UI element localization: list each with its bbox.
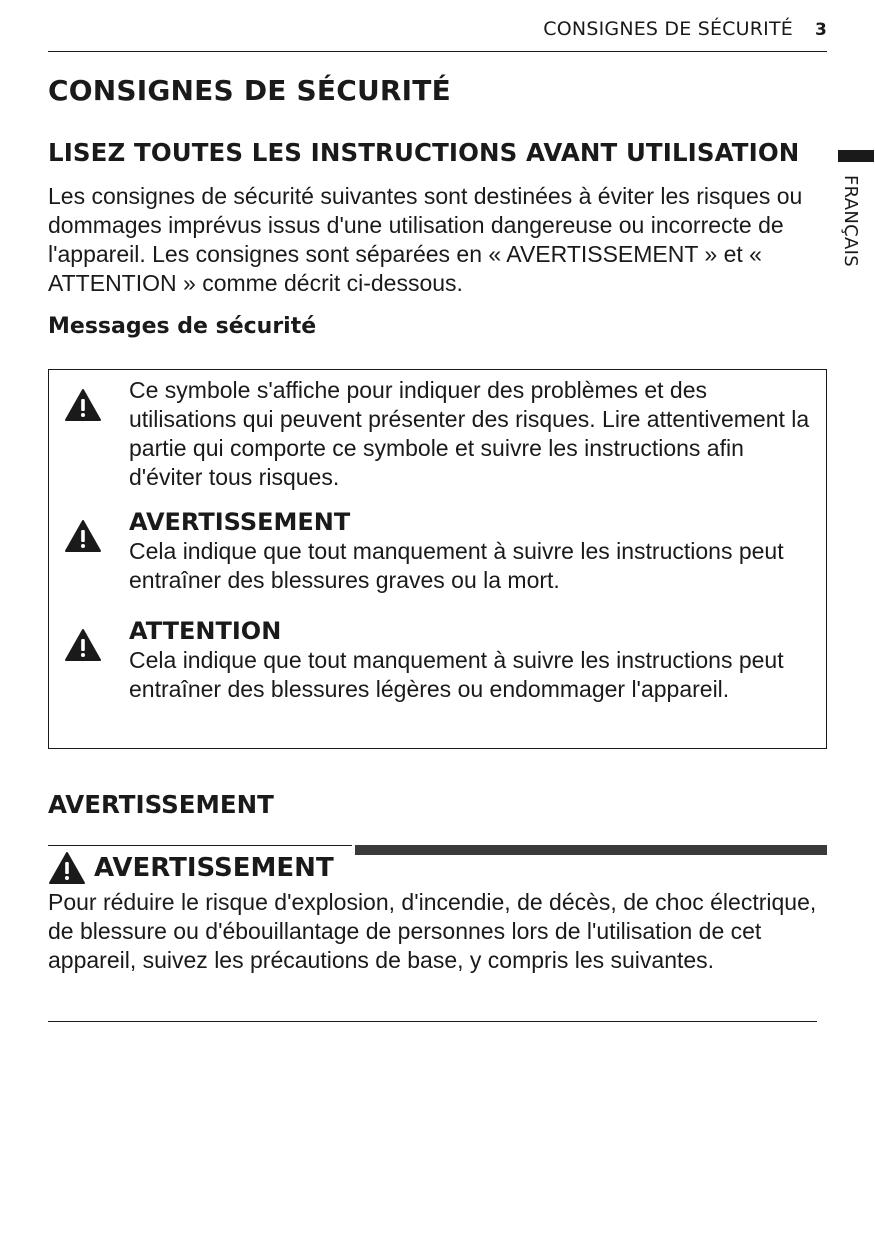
safety-message-text: Ce symbole s'affiche pour indiquer des problèmes et des utilisations qui peuvent présenter des risques. Lire attentivement la partie qui comporte ce symbole et suivre les instructions afin d'éviter tous risques. (129, 377, 810, 490)
safety-message-content (129, 507, 819, 595)
warning-rule-thick (355, 845, 827, 855)
warning-section-heading: AVERTISSEMENT (48, 790, 274, 819)
safety-message-text: Cela indique que tout manquement à suivre les instructions peut entraîner des blessures légères ou endommager l'appareil. (129, 647, 784, 702)
language-tab-bar (838, 150, 874, 162)
safety-messages-box (48, 369, 827, 749)
warning-triangle-icon (48, 851, 86, 885)
running-header-title: CONSIGNES DE SÉCURITÉ (543, 18, 793, 40)
intro-paragraph: Les consignes de sécurité suivantes sont destinées à éviter les risques ou dommages imprévus issus d'une utilisation dangereuse ou incorrecte de l'appareil. Les consignes sont séparées en « AVERTISSEMENT » et « ATTENTION » comme décrit ci-dessous. (48, 183, 803, 296)
section-subtitle: LISEZ TOUTES LES INSTRUCTIONS AVANT UTILISATION (48, 138, 800, 167)
warning-triangle-icon (64, 519, 102, 553)
warning-triangle-icon (64, 388, 102, 422)
warning-box-body: Pour réduire le risque d'explosion, d'incendie, de décès, de choc électrique, de blessure ou d'ébouillantage de personnes lors de l'utilisation de cet appareil, suivez les précautions de base, y compris les suivantes. (48, 889, 817, 973)
safety-message-text: Cela indique que tout manquement à suivre les instructions peut entraîner des blessures graves ou la mort. (129, 538, 784, 593)
language-tab-label: FRANÇAIS (840, 175, 861, 267)
warning-rule-thin (48, 845, 352, 846)
warning-box-title (48, 851, 334, 885)
page-title: CONSIGNES DE SÉCURITÉ (48, 74, 451, 107)
messages-heading: Messages de sécurité (48, 314, 317, 339)
warning-box-title-text: AVERTISSEMENT (94, 853, 334, 883)
safety-message-content (129, 616, 819, 704)
safety-message-label: AVERTISSEMENT (129, 508, 351, 536)
safety-message-label: ATTENTION (129, 617, 282, 645)
warning-triangle-icon (64, 628, 102, 662)
warning-rule-bottom (48, 1021, 817, 1022)
page-number: 3 (814, 20, 827, 40)
running-header (48, 18, 827, 52)
